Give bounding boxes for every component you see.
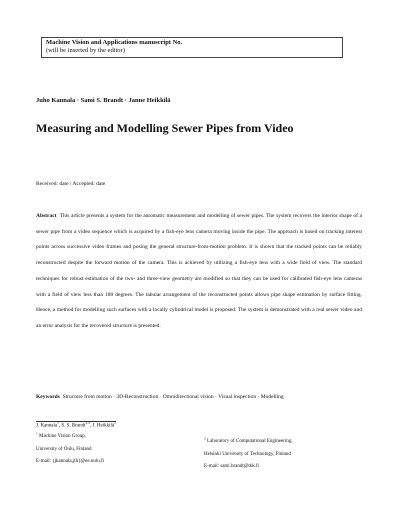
author-list: Juho Kannala · Sami S. Brandt · Janne Heikkilä [36,97,171,104]
received-date: Received: date / Accepted: date [36,181,106,187]
footnote-rule [36,421,116,422]
abstract-text: This article presents a system for the automatic measurement and modelling of sewer pipes. The system recovers the interior shape of a sewer pipe from a video sequence which is acquired by a fish-eye lens camera moving inside the pipe. The approach is based on tracking interest points across successive video frames and posing the general structure-from-motion problem. It is shown that the tracked points can be reliably reconstructed despite the forward motion of the camera. This is achieved by utilizing a fish-eye lens with a wide field of view. The standard techniques for robust estimation of the two- and three-view geometry are modified so that they can be used for calibrated fish-eye lens cameras with a field of view less than 180 degrees. The tabular arrangement of the reconstructed points allows pipe shape estimation by surface fitting. Hence, a method for modelling such surfaces with a locally cylindrical model is proposed. The system is demonstrated with a real sewer video and an error analysis for the recovered structure is presented. [36,213,362,329]
affiliation-2-email: E-mail: sami.brandt@tkk.fi [204,464,260,469]
affiliation-2-dept: Laboratory of Computational Engineering, [207,439,293,444]
abstract-label: Abstract [36,213,57,219]
author-2-affil: 2,3 [85,421,90,425]
affiliation-1 [36,431,104,469]
manuscript-header-box [41,37,343,58]
keywords [36,390,336,404]
affiliation-1-marker: 1 [36,431,38,436]
journal-name: Machine Vision and Applications manuscript No. [46,39,183,46]
affiliation-1-email: E-mail: {jkannala,jth}@ee.oulu.fi [36,459,104,464]
affiliation-2-line1 [204,436,293,449]
author-3: , J. Heikkilä [89,423,115,429]
author-correspondence [36,423,116,429]
affiliation-2 [204,436,293,474]
author-3-affil: 1 [114,421,116,425]
affiliation-1-line1 [36,431,104,444]
author-1: J. Kannala [36,423,58,429]
author-1-affil: 1 [57,421,59,425]
keywords-text: Structure from motion · 3D-Reconstruction · Omnidirectional vision · Visual inspection · Modelling [62,394,284,400]
affiliation-2-line2: Helsinki University of Technology, Finland [204,451,291,457]
affiliation-1-line2: University of Oulu, Finland [36,446,92,452]
editor-note: (will be inserted by the editor) [46,47,125,54]
author-2: , S. S. Brandt [58,423,86,429]
affiliation-1-dept: Machine Vision Group, [39,434,86,439]
affiliation-2-marker: 2 [204,436,206,441]
abstract [36,209,362,335]
paper-title: Measuring and Modelling Sewer Pipes from Video [36,121,294,135]
keywords-label: Keywords [36,394,60,400]
